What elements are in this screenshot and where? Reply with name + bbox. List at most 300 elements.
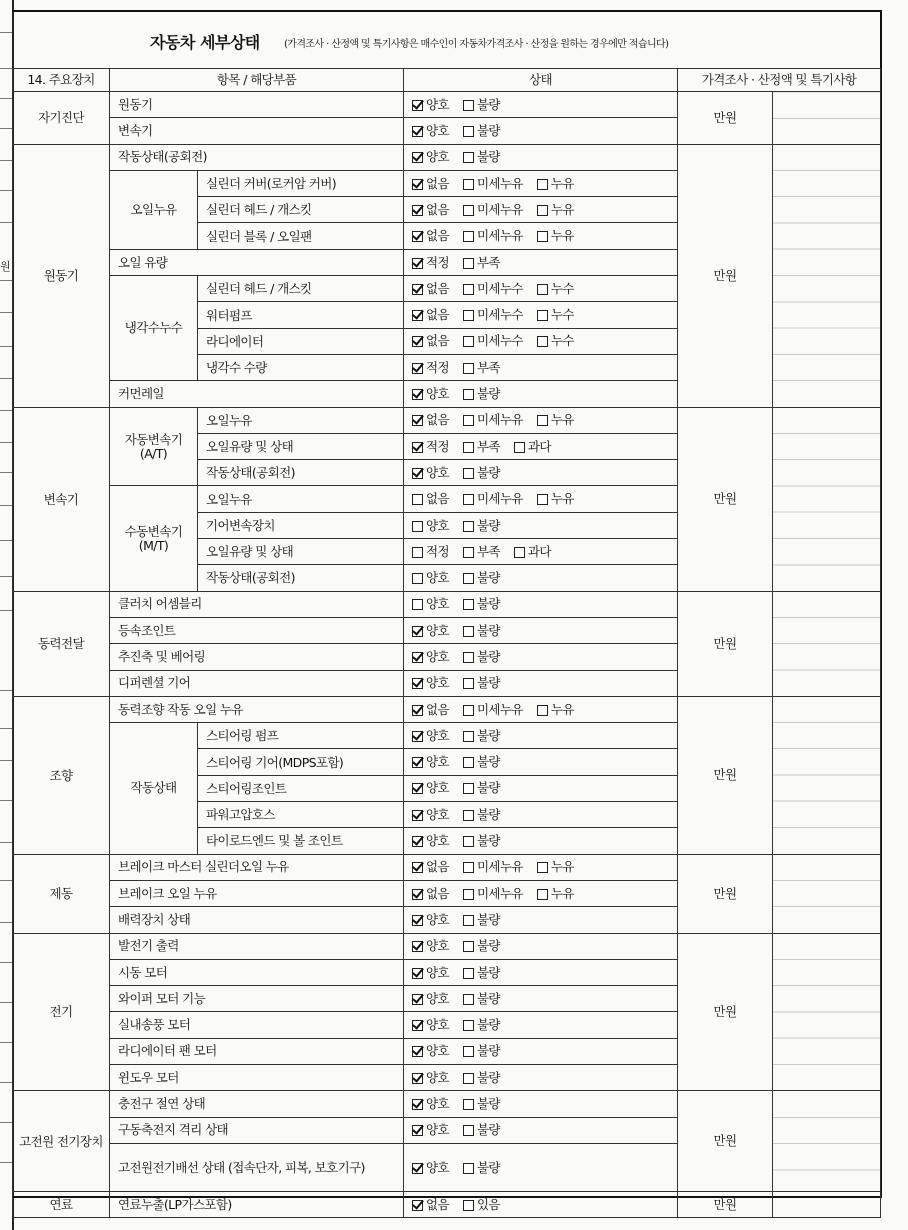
- status-option[interactable]: [412, 887, 449, 901]
- status-cell: [404, 1038, 678, 1064]
- checkbox-icon[interactable]: [463, 415, 474, 426]
- status-option[interactable]: [463, 571, 500, 585]
- checked-box-icon[interactable]: [412, 1163, 423, 1174]
- option-label: 미세누수: [476, 333, 523, 349]
- form-title-note: (가격조사 · 산정액 및 특기사항은 매수인이 자동차가격조사 · 산정을 원하는 경우에만 적습니다): [284, 39, 669, 50]
- status-option[interactable]: [463, 913, 500, 927]
- option-label: 없음: [426, 228, 449, 244]
- status-option[interactable]: [412, 150, 449, 164]
- item-cell: 실린더 커버(로커암 커버): [198, 170, 404, 196]
- checkbox-icon[interactable]: [463, 915, 474, 926]
- checked-box-icon[interactable]: [412, 205, 423, 216]
- checkbox-icon[interactable]: [463, 468, 474, 479]
- status-option[interactable]: [537, 413, 574, 427]
- item-cell: 배력장치 상태: [110, 907, 404, 933]
- status-option[interactable]: [537, 282, 574, 296]
- option-label: 미세누수: [476, 280, 523, 296]
- checked-box-icon[interactable]: [412, 626, 423, 637]
- checkbox-icon[interactable]: [463, 652, 474, 663]
- status-option[interactable]: [412, 676, 449, 690]
- option-label: 불량: [476, 964, 500, 980]
- note-cell[interactable]: [773, 854, 881, 933]
- status-option[interactable]: [514, 440, 551, 454]
- option-label: 양호: [426, 517, 449, 533]
- checkbox-icon[interactable]: [463, 889, 474, 900]
- checked-box-icon[interactable]: [412, 1020, 423, 1031]
- status-option[interactable]: [412, 597, 449, 611]
- checkbox-icon[interactable]: [412, 573, 423, 584]
- status-option[interactable]: [463, 755, 500, 769]
- item-cell: 냉각수 수량: [198, 354, 404, 380]
- status-option[interactable]: [412, 808, 449, 822]
- status-option[interactable]: [412, 466, 449, 480]
- status-cell: [404, 670, 678, 696]
- price-cell[interactable]: 만원: [678, 854, 773, 933]
- option-label: 양호: [426, 1159, 449, 1175]
- checkbox-icon[interactable]: [463, 994, 474, 1005]
- option-label: 양호: [426, 675, 449, 691]
- checkbox-icon[interactable]: [463, 599, 474, 610]
- checkbox-icon[interactable]: [463, 968, 474, 979]
- item-cell: 작동상태(공회전): [198, 460, 404, 486]
- status-option[interactable]: [412, 1071, 449, 1085]
- status-option[interactable]: [463, 992, 500, 1006]
- status-option[interactable]: [463, 256, 500, 270]
- status-option[interactable]: [412, 729, 449, 743]
- status-option[interactable]: [463, 808, 500, 822]
- option-label: 양호: [426, 386, 449, 402]
- price-cell[interactable]: 만원: [678, 144, 773, 407]
- item-cell: 등속조인트: [110, 617, 404, 643]
- status-option[interactable]: [537, 334, 574, 348]
- checkbox-icon[interactable]: [514, 547, 525, 558]
- checked-box-icon[interactable]: [412, 284, 423, 295]
- option-label: 없음: [426, 307, 449, 323]
- status-option[interactable]: [463, 308, 523, 322]
- checked-box-icon[interactable]: [412, 652, 423, 663]
- status-option[interactable]: [463, 676, 500, 690]
- status-cell: [404, 486, 678, 512]
- status-option[interactable]: [463, 440, 500, 454]
- subgroup-cell: 수동변속기 (M/T): [110, 486, 198, 591]
- status-option[interactable]: [463, 966, 500, 980]
- checked-box-icon[interactable]: [412, 179, 423, 190]
- option-label: 누수: [550, 280, 574, 296]
- checkbox-icon[interactable]: [463, 810, 474, 821]
- status-option[interactable]: [412, 650, 449, 664]
- checked-box-icon[interactable]: [412, 1046, 423, 1057]
- checkbox-icon[interactable]: [463, 1125, 474, 1136]
- status-option[interactable]: [537, 492, 574, 506]
- status-option[interactable]: [463, 203, 523, 217]
- option-label: 불량: [476, 1043, 500, 1059]
- status-option[interactable]: [412, 1018, 449, 1032]
- status-option[interactable]: [463, 1097, 500, 1111]
- checkbox-icon[interactable]: [463, 336, 474, 347]
- checked-box-icon[interactable]: [412, 731, 423, 742]
- status-option[interactable]: [463, 413, 523, 427]
- status-cell: [404, 512, 678, 538]
- item-cell: 파워고압호스: [198, 802, 404, 828]
- status-option[interactable]: [412, 308, 449, 322]
- checked-box-icon[interactable]: [412, 968, 423, 979]
- price-cell[interactable]: 만원: [678, 933, 773, 1091]
- checked-box-icon[interactable]: [412, 783, 423, 794]
- option-label: 불량: [476, 149, 500, 165]
- status-option[interactable]: [463, 150, 500, 164]
- item-cell: 실린더 헤드 / 개스킷: [198, 197, 404, 223]
- checkbox-icon[interactable]: [463, 862, 474, 873]
- status-option[interactable]: [537, 887, 574, 901]
- status-option[interactable]: [412, 992, 449, 1006]
- checkbox-icon[interactable]: [463, 1099, 474, 1110]
- checkbox-icon[interactable]: [463, 310, 474, 321]
- status-cell: [404, 1143, 678, 1191]
- status-cell: [404, 144, 678, 170]
- item-cell: 원동기: [110, 92, 404, 118]
- status-option[interactable]: [412, 124, 449, 138]
- checkbox-icon[interactable]: [537, 862, 548, 873]
- status-option[interactable]: [412, 545, 449, 559]
- checked-box-icon[interactable]: [412, 442, 423, 453]
- checkbox-icon[interactable]: [537, 336, 548, 347]
- status-option[interactable]: [463, 124, 500, 138]
- price-cell[interactable]: 만원: [678, 696, 773, 854]
- status-cell: [404, 433, 678, 459]
- status-option[interactable]: [537, 229, 574, 243]
- checkbox-icon[interactable]: [412, 494, 423, 505]
- status-option[interactable]: [463, 1044, 500, 1058]
- status-option[interactable]: [412, 387, 449, 401]
- checkbox-icon[interactable]: [463, 521, 474, 532]
- checked-box-icon[interactable]: [412, 994, 423, 1005]
- checked-box-icon[interactable]: [412, 100, 423, 111]
- item-cell: 실린더 헤드 / 개스킷: [198, 276, 404, 302]
- status-option[interactable]: [412, 256, 449, 270]
- item-cell: 고전원전기배선 상태 (접속단자, 피복, 보호기구): [110, 1143, 404, 1191]
- status-option[interactable]: [412, 860, 449, 874]
- option-label: 양호: [426, 1017, 449, 1033]
- item-cell: 와이퍼 모터 기능: [110, 986, 404, 1012]
- item-cell: 스티어링 펌프: [198, 723, 404, 749]
- option-label: 불량: [476, 386, 500, 402]
- status-option[interactable]: [463, 492, 523, 506]
- item-cell: 구동축전지 격리 상태: [110, 1117, 404, 1143]
- option-label: 불량: [476, 1122, 500, 1138]
- category-cell: 고전원 전기장치: [13, 1091, 110, 1192]
- item-cell: 스티어링 기어(MDPS포함): [198, 749, 404, 775]
- item-cell: 라디에이터 팬 모터: [110, 1038, 404, 1064]
- checkbox-icon[interactable]: [537, 889, 548, 900]
- header-row: [13, 69, 881, 92]
- category-cell: 변속기: [13, 407, 110, 591]
- category-cell: 제동: [13, 854, 110, 933]
- item-cell: 작동상태(공회전): [198, 565, 404, 591]
- status-option[interactable]: [412, 440, 449, 454]
- checkbox-icon[interactable]: [412, 599, 423, 610]
- checkbox-icon[interactable]: [463, 231, 474, 242]
- checkbox-icon[interactable]: [463, 284, 474, 295]
- subgroup-cell: 작동상태: [110, 723, 198, 854]
- checked-box-icon[interactable]: [412, 1200, 423, 1211]
- status-option[interactable]: [463, 781, 500, 795]
- checkbox-icon[interactable]: [463, 705, 474, 716]
- checked-box-icon[interactable]: [412, 757, 423, 768]
- status-option[interactable]: [463, 1018, 500, 1032]
- checkbox-icon[interactable]: [463, 573, 474, 584]
- option-label: 없음: [426, 701, 449, 717]
- status-option[interactable]: [537, 177, 574, 191]
- checkbox-icon[interactable]: [463, 731, 474, 742]
- status-option[interactable]: [463, 177, 523, 191]
- status-option[interactable]: [412, 781, 449, 795]
- option-label: 누유: [550, 885, 574, 901]
- status-option[interactable]: [463, 834, 500, 848]
- category-cell: 전기: [13, 933, 110, 1091]
- option-label: 미세누유: [476, 201, 523, 217]
- checkbox-icon[interactable]: [463, 1046, 474, 1057]
- option-label: 양호: [426, 570, 449, 586]
- status-cell: [404, 539, 678, 565]
- note-cell[interactable]: [773, 144, 881, 407]
- status-option[interactable]: [463, 282, 523, 296]
- status-cell: [404, 276, 678, 302]
- status-option[interactable]: [463, 650, 500, 664]
- item-cell: 연료누출(LP가스포함): [110, 1191, 404, 1217]
- price-cell[interactable]: 만원: [678, 1091, 773, 1192]
- price-cell[interactable]: 만원: [678, 591, 773, 696]
- checkbox-icon[interactable]: [412, 521, 423, 532]
- status-cell: [404, 460, 678, 486]
- option-label: 불량: [476, 96, 500, 112]
- checkbox-icon[interactable]: [463, 126, 474, 137]
- status-option[interactable]: [412, 755, 449, 769]
- checked-box-icon[interactable]: [412, 336, 423, 347]
- item-cell: 오일누유: [198, 486, 404, 512]
- status-option[interactable]: [463, 387, 500, 401]
- option-label: 양호: [426, 1043, 449, 1059]
- option-label: 불량: [476, 806, 500, 822]
- checkbox-icon[interactable]: [463, 363, 474, 374]
- price-cell[interactable]: 만원: [678, 1191, 773, 1217]
- status-option[interactable]: [463, 939, 500, 953]
- status-option[interactable]: [412, 624, 449, 638]
- checked-box-icon[interactable]: [412, 258, 423, 269]
- option-label: 불량: [476, 570, 500, 586]
- option-label: 불량: [476, 833, 500, 849]
- status-cell: [404, 775, 678, 801]
- status-option[interactable]: [463, 703, 523, 717]
- option-label: 양호: [426, 911, 449, 927]
- option-label: 적정: [426, 254, 449, 270]
- status-option[interactable]: [412, 413, 449, 427]
- status-option[interactable]: [463, 545, 500, 559]
- status-option[interactable]: [537, 203, 574, 217]
- status-option[interactable]: [412, 966, 449, 980]
- option-label: 누유: [550, 201, 574, 217]
- category-cell: 연료: [13, 1191, 110, 1217]
- status-option[interactable]: [463, 1161, 500, 1175]
- checkbox-icon[interactable]: [537, 231, 548, 242]
- checked-box-icon[interactable]: [412, 231, 423, 242]
- checkbox-icon[interactable]: [537, 705, 548, 716]
- status-option[interactable]: [463, 334, 523, 348]
- checked-box-icon[interactable]: [412, 126, 423, 137]
- checkbox-icon[interactable]: [463, 547, 474, 558]
- item-cell: 워터펌프: [198, 302, 404, 328]
- note-cell[interactable]: [773, 92, 881, 145]
- checked-box-icon[interactable]: [412, 152, 423, 163]
- status-option[interactable]: [463, 597, 500, 611]
- checkbox-icon[interactable]: [463, 626, 474, 637]
- status-option[interactable]: [537, 703, 574, 717]
- checkbox-icon[interactable]: [463, 205, 474, 216]
- option-label: 적정: [426, 543, 449, 559]
- status-option[interactable]: [412, 1097, 449, 1111]
- subgroup-cell: 오일누유: [110, 170, 198, 249]
- status-option[interactable]: [412, 177, 449, 191]
- status-option[interactable]: [412, 1123, 449, 1137]
- checkbox-icon[interactable]: [537, 179, 548, 190]
- checkbox-icon[interactable]: [514, 442, 525, 453]
- option-label: 불량: [476, 517, 500, 533]
- option-label: 과다: [527, 438, 551, 454]
- status-option[interactable]: [463, 1071, 500, 1085]
- status-option[interactable]: [412, 1161, 449, 1175]
- checked-box-icon[interactable]: [412, 889, 423, 900]
- option-label: 불량: [476, 1096, 500, 1112]
- status-option[interactable]: [412, 361, 449, 375]
- note-cell[interactable]: [773, 591, 881, 696]
- note-cell[interactable]: [773, 1091, 881, 1192]
- checkbox-icon[interactable]: [463, 783, 474, 794]
- option-label: 있음: [476, 1196, 500, 1212]
- option-label: 누유: [550, 701, 574, 717]
- checked-box-icon[interactable]: [412, 468, 423, 479]
- status-option[interactable]: [412, 571, 449, 585]
- checkbox-icon[interactable]: [463, 1163, 474, 1174]
- status-option[interactable]: [463, 466, 500, 480]
- checked-box-icon[interactable]: [412, 941, 423, 952]
- option-label: 미세누유: [476, 491, 523, 507]
- checked-box-icon[interactable]: [412, 1073, 423, 1084]
- status-option[interactable]: [463, 729, 500, 743]
- checkbox-icon[interactable]: [463, 389, 474, 400]
- status-option[interactable]: [463, 98, 500, 112]
- checkbox-icon[interactable]: [463, 1020, 474, 1031]
- status-option[interactable]: [412, 519, 449, 533]
- status-option[interactable]: [412, 282, 449, 296]
- status-option[interactable]: [412, 913, 449, 927]
- detail-status-form: [12, 10, 882, 1213]
- item-cell: 오일유량 및 상태: [198, 433, 404, 459]
- checkbox-icon[interactable]: [463, 1200, 474, 1211]
- status-option[interactable]: [463, 1198, 500, 1212]
- price-cell[interactable]: 만원: [678, 407, 773, 591]
- checked-box-icon[interactable]: [412, 389, 423, 400]
- note-cell[interactable]: [773, 696, 881, 854]
- checkbox-icon[interactable]: [463, 1073, 474, 1084]
- status-option[interactable]: [463, 887, 523, 901]
- checkbox-icon[interactable]: [537, 494, 548, 505]
- checkbox-icon[interactable]: [463, 757, 474, 768]
- checkbox-icon[interactable]: [463, 494, 474, 505]
- option-label: 부족: [476, 438, 500, 454]
- status-option[interactable]: [412, 98, 449, 112]
- checked-box-icon[interactable]: [412, 1125, 423, 1136]
- status-option[interactable]: [537, 860, 574, 874]
- status-option[interactable]: [514, 545, 551, 559]
- item-cell: 실내송풍 모터: [110, 1012, 404, 1038]
- status-cell: [404, 1117, 678, 1143]
- status-option[interactable]: [412, 703, 449, 717]
- checkbox-icon[interactable]: [463, 678, 474, 689]
- checked-box-icon[interactable]: [412, 1099, 423, 1110]
- status-option[interactable]: [412, 492, 449, 506]
- checked-box-icon[interactable]: [412, 862, 423, 873]
- status-option[interactable]: [412, 229, 449, 243]
- status-option[interactable]: [463, 1123, 500, 1137]
- checkbox-icon[interactable]: [537, 205, 548, 216]
- checked-box-icon[interactable]: [412, 363, 423, 374]
- note-cell[interactable]: [773, 933, 881, 1091]
- checked-box-icon[interactable]: [412, 310, 423, 321]
- checkbox-icon[interactable]: [537, 415, 548, 426]
- status-option[interactable]: [412, 334, 449, 348]
- option-label: 양호: [426, 596, 449, 612]
- status-option[interactable]: [463, 624, 500, 638]
- checked-box-icon[interactable]: [412, 915, 423, 926]
- status-cell: [404, 249, 678, 275]
- checkbox-icon[interactable]: [463, 941, 474, 952]
- checkbox-icon[interactable]: [463, 258, 474, 269]
- status-option[interactable]: [537, 308, 574, 322]
- note-cell[interactable]: [773, 1191, 881, 1217]
- checkbox-icon[interactable]: [537, 284, 548, 295]
- status-option[interactable]: [412, 203, 449, 217]
- option-label: 불량: [476, 990, 500, 1006]
- status-option[interactable]: [463, 860, 523, 874]
- checked-box-icon[interactable]: [412, 810, 423, 821]
- option-label: 양호: [426, 938, 449, 954]
- option-label: 없음: [426, 333, 449, 349]
- status-option[interactable]: [412, 1198, 449, 1212]
- status-option[interactable]: [463, 229, 523, 243]
- checkbox-icon[interactable]: [463, 152, 474, 163]
- checked-box-icon[interactable]: [412, 678, 423, 689]
- status-option[interactable]: [412, 1044, 449, 1058]
- checkbox-icon[interactable]: [537, 310, 548, 321]
- option-label: 불량: [476, 649, 500, 664]
- price-cell[interactable]: 만원: [678, 92, 773, 145]
- status-option[interactable]: [463, 361, 500, 375]
- note-cell[interactable]: [773, 407, 881, 591]
- status-option[interactable]: [463, 519, 500, 533]
- status-option[interactable]: [412, 834, 449, 848]
- checked-box-icon[interactable]: [412, 836, 423, 847]
- checked-box-icon[interactable]: [412, 705, 423, 716]
- checked-box-icon[interactable]: [412, 415, 423, 426]
- checkbox-icon[interactable]: [463, 100, 474, 111]
- option-label: 양호: [426, 149, 449, 165]
- checkbox-icon[interactable]: [463, 179, 474, 190]
- checkbox-icon[interactable]: [463, 442, 474, 453]
- checkbox-icon[interactable]: [463, 836, 474, 847]
- checkbox-icon[interactable]: [412, 547, 423, 558]
- status-option[interactable]: [412, 939, 449, 953]
- table-row: [13, 1091, 881, 1117]
- option-label: 양호: [426, 964, 449, 980]
